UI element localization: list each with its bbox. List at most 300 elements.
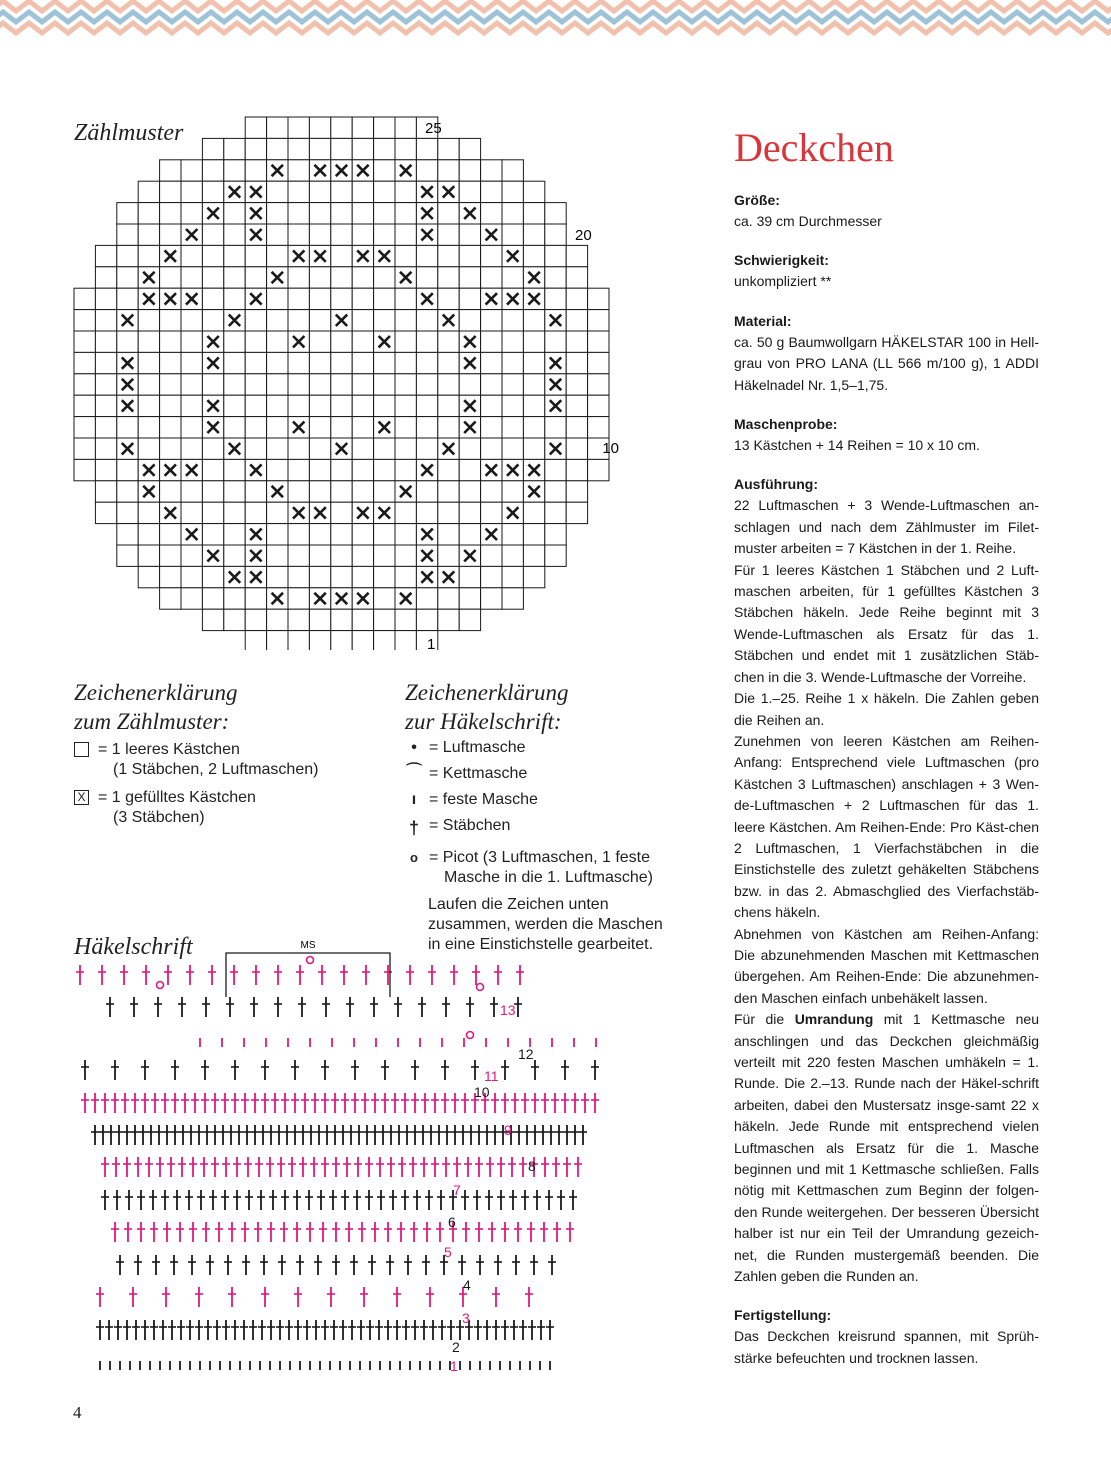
grid-cell xyxy=(481,331,502,352)
grid-cell xyxy=(74,417,95,438)
grid-cell xyxy=(267,331,288,352)
grid-cell xyxy=(502,203,523,224)
grid-cell xyxy=(416,352,437,373)
grid-cell xyxy=(224,245,245,266)
grid-cell xyxy=(309,203,330,224)
grid-cell xyxy=(74,288,95,309)
grid-cell xyxy=(416,310,437,331)
grid-cell xyxy=(309,566,330,587)
grid-cell xyxy=(245,395,266,416)
grid-cell xyxy=(502,374,523,395)
grid-cell xyxy=(202,438,223,459)
grid-cell xyxy=(523,438,544,459)
grid-cell xyxy=(309,288,330,309)
section-heading: Material: xyxy=(734,312,792,329)
section-ausfuehrung xyxy=(734,474,1039,1287)
grid-cell xyxy=(267,566,288,587)
grid-cell xyxy=(117,224,138,245)
grid-cell xyxy=(288,609,309,630)
grid-cell xyxy=(523,566,544,587)
grid-cell xyxy=(160,310,181,331)
grid-cell xyxy=(374,588,395,609)
grid-cell xyxy=(224,481,245,502)
grid-cell xyxy=(331,545,352,566)
picot-mark xyxy=(157,982,164,989)
grid-cell xyxy=(95,395,116,416)
grid-cell xyxy=(138,352,159,373)
legend-note-line-3: in eine Einstichstelle gearbeitet. xyxy=(428,936,654,953)
section-text: ca. 39 cm Durchmesser xyxy=(734,213,882,229)
grid-cell xyxy=(395,224,416,245)
grid-cell xyxy=(523,374,544,395)
grid-cell xyxy=(288,481,309,502)
grid-cell xyxy=(395,138,416,159)
grid-cell xyxy=(117,545,138,566)
round-label: 5 xyxy=(444,1244,452,1260)
grid-cell xyxy=(224,459,245,480)
grid-cell xyxy=(438,524,459,545)
zigzag-line xyxy=(0,1,1111,11)
grid-cell xyxy=(481,502,502,523)
grid-cell xyxy=(566,502,587,523)
grid-cell xyxy=(245,138,266,159)
grid-cell xyxy=(588,374,609,395)
grid-cell xyxy=(202,374,223,395)
grid-cell xyxy=(138,203,159,224)
grid-cell xyxy=(352,459,373,480)
grid-cell xyxy=(502,438,523,459)
grid-cell xyxy=(95,374,116,395)
grid-cell xyxy=(74,395,95,416)
grid-cell xyxy=(374,609,395,630)
grid-cell xyxy=(309,417,330,438)
grid-cell xyxy=(138,181,159,202)
grid-cell xyxy=(416,481,437,502)
grid-cell xyxy=(566,288,587,309)
grid-cell xyxy=(374,138,395,159)
grid-cell xyxy=(181,352,202,373)
ring-icon: o xyxy=(410,850,418,865)
grid-cell xyxy=(374,288,395,309)
grid-cell xyxy=(309,310,330,331)
grid-cell xyxy=(523,395,544,416)
grid-cell xyxy=(374,352,395,373)
grid-cell xyxy=(416,245,437,266)
grid-cell xyxy=(245,331,266,352)
grid-cell xyxy=(352,138,373,159)
grid-cell xyxy=(138,310,159,331)
grid-cell xyxy=(502,395,523,416)
grid-cell xyxy=(138,374,159,395)
ausfuehrung-paragraph: Für 1 leeres Kästchen 1 Stäbchen und 2 Luft-maschen arbeiten, für 1 gefülltes Kästchen 3 Stäbchen häkeln. Jede Reihe beginnt mit 3 Wende-Luftmaschen als Ersatz für das 1. Stäbchen und endet mit 1 zusätzlichen Stäb-chen in die 3. Wende-Luftmasche der Vorreihe. xyxy=(734,561,1039,685)
grid-cell xyxy=(438,395,459,416)
grid-cell xyxy=(374,181,395,202)
grid-cell xyxy=(545,459,566,480)
grid-cell xyxy=(352,417,373,438)
grid-cell xyxy=(523,181,544,202)
grid-cell xyxy=(181,181,202,202)
legend-grid xyxy=(74,678,374,828)
grid-cell xyxy=(523,524,544,545)
grid-cell xyxy=(138,545,159,566)
grid-cell xyxy=(117,203,138,224)
grid-cell xyxy=(288,138,309,159)
grid-cell xyxy=(331,138,352,159)
grid-cell xyxy=(202,502,223,523)
grid-cell xyxy=(331,374,352,395)
section-text: unkompliziert ** xyxy=(734,273,832,290)
grid-cell xyxy=(416,138,437,159)
legend-item-luftmasche xyxy=(405,738,705,764)
grid-cell xyxy=(117,481,138,502)
grid-cell xyxy=(224,374,245,395)
grid-cell xyxy=(74,438,95,459)
grid-cell xyxy=(416,438,437,459)
grid-cell xyxy=(374,203,395,224)
ausfuehrung-paragraph: Zunehmen von leeren Kästchen am Reihen-Anfang: Entsprechend viele Luftmaschen (pro Kästchen 3 Luftmaschen) anschlagen + 3 Wen-de-Luftmaschen + 2 Luftmaschen für das 1. leere Kästchen. Am Reihen-Ende: Pro Käst-chen 2 Luftmaschen, 1 Vierfachstäbchen in die Einstichstelle des zuletzt gehäkelten Stäbchens bzw. in das 2. Abmaschglied des Vierfachstäb-chens häkeln. xyxy=(734,732,1039,921)
dot-icon: • xyxy=(411,739,417,756)
grid-cell xyxy=(395,609,416,630)
grid-cell xyxy=(395,181,416,202)
legend-note-line-1: Laufen die Zeichen unten xyxy=(428,896,609,913)
grid-cell xyxy=(309,331,330,352)
grid-cell xyxy=(374,631,395,650)
grid-cell xyxy=(588,310,609,331)
grid-cell xyxy=(267,117,288,138)
grid-cell xyxy=(331,609,352,630)
grid-cell xyxy=(288,395,309,416)
grid-cell xyxy=(438,224,459,245)
grid-cell xyxy=(160,524,181,545)
grid-cell xyxy=(523,331,544,352)
grid-cell xyxy=(331,181,352,202)
grid-cell xyxy=(224,224,245,245)
grid-cell xyxy=(267,438,288,459)
grid-cell xyxy=(95,245,116,266)
round-label: 1 xyxy=(450,1358,458,1374)
grid-cell xyxy=(438,609,459,630)
grid-cell xyxy=(117,245,138,266)
grid-cell xyxy=(224,588,245,609)
grid-cell xyxy=(395,374,416,395)
grid-cell xyxy=(352,481,373,502)
crochet-chart xyxy=(60,935,620,1385)
grid-cell xyxy=(160,417,181,438)
grid-cell xyxy=(117,267,138,288)
grid-cell xyxy=(202,588,223,609)
grid-cell xyxy=(95,288,116,309)
round-label: 12 xyxy=(518,1046,534,1062)
grid-cell xyxy=(95,310,116,331)
grid-cell xyxy=(117,288,138,309)
grid-cell xyxy=(138,566,159,587)
grid-cell xyxy=(395,566,416,587)
grid-cell xyxy=(160,566,181,587)
grid-cell xyxy=(438,331,459,352)
grid-cell xyxy=(331,203,352,224)
round-label: 4 xyxy=(463,1277,471,1293)
grid-cell xyxy=(288,288,309,309)
grid-cell xyxy=(352,524,373,545)
grid-cell xyxy=(267,631,288,650)
grid-cell xyxy=(416,395,437,416)
grid-cell xyxy=(438,267,459,288)
grid-cell xyxy=(202,609,223,630)
grid-cell xyxy=(309,438,330,459)
grid-cell xyxy=(309,631,330,650)
grid-cell xyxy=(545,481,566,502)
legend-text-feste-masche: = feste Masche xyxy=(429,791,538,808)
grid-cell xyxy=(288,160,309,181)
grid-cell xyxy=(181,245,202,266)
grid-cell xyxy=(395,502,416,523)
grid-cell xyxy=(74,310,95,331)
grid-cell xyxy=(267,181,288,202)
grid-cell xyxy=(288,267,309,288)
arc-icon: ⌒ xyxy=(405,763,422,780)
grid-cell xyxy=(288,117,309,138)
grid-cell xyxy=(374,117,395,138)
grid-cell xyxy=(459,481,480,502)
section-heading: Ausführung: xyxy=(734,476,818,493)
grid-cell xyxy=(202,267,223,288)
grid-cell xyxy=(459,566,480,587)
grid-cell xyxy=(288,374,309,395)
grid-cell xyxy=(117,524,138,545)
legend-chart xyxy=(405,678,705,888)
grid-cell xyxy=(267,417,288,438)
grid-cell xyxy=(267,395,288,416)
instructions-column xyxy=(734,120,1039,1387)
grid-cell xyxy=(374,224,395,245)
grid-cell xyxy=(395,245,416,266)
grid-cell xyxy=(309,181,330,202)
grid-cell xyxy=(459,502,480,523)
grid-cell xyxy=(309,545,330,566)
grid-cell xyxy=(481,545,502,566)
grid-cell xyxy=(523,502,544,523)
grid-cell xyxy=(202,160,223,181)
grid-cell xyxy=(288,310,309,331)
grid-cell xyxy=(481,181,502,202)
grid-cell xyxy=(545,245,566,266)
round-label: 3 xyxy=(462,1310,470,1326)
section-heading: Fertigstellung: xyxy=(734,1307,832,1324)
grid-cell xyxy=(459,267,480,288)
filled-box-icon: X xyxy=(74,790,89,805)
grid-cell xyxy=(288,524,309,545)
grid-cell xyxy=(288,459,309,480)
grid-cell xyxy=(502,310,523,331)
grid-cell xyxy=(267,374,288,395)
grid-cell xyxy=(138,417,159,438)
grid-cell xyxy=(459,181,480,202)
grid-cell xyxy=(523,417,544,438)
grid-cell xyxy=(95,331,116,352)
grid-cell xyxy=(331,245,352,266)
grid-cell xyxy=(267,545,288,566)
grid-cell xyxy=(117,331,138,352)
grid-cell xyxy=(202,181,223,202)
grid-cell xyxy=(352,545,373,566)
grid-cell xyxy=(438,588,459,609)
ausfuehrung-paragraph: 22 Luftmaschen + 3 Wende-Luftmaschen an-schlagen und nach dem Zählmuster im Filet-muster arbeiten = 7 Kästchen in der 1. Reihe. xyxy=(734,497,1039,557)
grid-cell xyxy=(202,310,223,331)
grid-cell xyxy=(160,545,181,566)
grid-cell xyxy=(566,352,587,373)
bar-icon: ı xyxy=(411,791,417,808)
grid-cell xyxy=(331,481,352,502)
grid-cell xyxy=(245,310,266,331)
zigzag-border xyxy=(0,0,1111,40)
grid-cell xyxy=(523,352,544,373)
grid-cell xyxy=(502,417,523,438)
grid-cell xyxy=(459,288,480,309)
grid-cell xyxy=(267,310,288,331)
grid-cell xyxy=(309,524,330,545)
grid-cell xyxy=(160,224,181,245)
grid-cell xyxy=(74,331,95,352)
legend-item-picot xyxy=(405,848,705,888)
legend-empty-line-2: (1 Stäbchen, 2 Luftmaschen) xyxy=(113,761,319,778)
grid-cell xyxy=(288,545,309,566)
legend-item-staebchen xyxy=(405,816,705,848)
grid-cell xyxy=(352,566,373,587)
grid-cell xyxy=(288,566,309,587)
legend-grid-title-1: Zeichenerklärung xyxy=(74,680,238,705)
legend-filled-line-1: = 1 gefülltes Kästchen xyxy=(98,789,256,806)
grid-cell xyxy=(395,459,416,480)
grid-cell xyxy=(566,459,587,480)
grid-cell xyxy=(416,588,437,609)
grid-cell xyxy=(202,459,223,480)
grid-cell xyxy=(566,331,587,352)
grid-cell xyxy=(588,417,609,438)
ms-label: MS xyxy=(300,940,316,951)
grid-cell xyxy=(588,395,609,416)
grid-cell xyxy=(267,288,288,309)
grid-cell xyxy=(309,224,330,245)
picot-mark xyxy=(477,984,484,991)
grid-cell xyxy=(288,631,309,650)
grid-cell xyxy=(502,588,523,609)
grid-cell xyxy=(374,524,395,545)
section-fertigstellung xyxy=(734,1305,1039,1369)
grid-cell xyxy=(502,331,523,352)
grid-cell xyxy=(545,524,566,545)
grid-cell xyxy=(160,352,181,373)
grid-cell xyxy=(502,181,523,202)
grid-cell xyxy=(181,267,202,288)
grid-cell xyxy=(438,138,459,159)
grid-cell xyxy=(481,395,502,416)
grid-cell xyxy=(545,267,566,288)
grid-cell xyxy=(224,160,245,181)
grid-cell xyxy=(523,245,544,266)
grid-cell xyxy=(374,545,395,566)
round-label: 2 xyxy=(452,1339,460,1355)
grid-cell xyxy=(438,203,459,224)
grid-cell xyxy=(566,245,587,266)
grid-cell xyxy=(459,160,480,181)
grid-cell xyxy=(267,138,288,159)
umrandung-bold: Umrandung xyxy=(794,1011,874,1028)
grid-label-25: 25 xyxy=(425,120,442,137)
grid-cell xyxy=(416,267,437,288)
grid-cell xyxy=(331,395,352,416)
picot-mark xyxy=(467,1032,474,1039)
grid-cell xyxy=(502,524,523,545)
grid-cell xyxy=(331,502,352,523)
grid-cell xyxy=(481,352,502,373)
grid-cell xyxy=(374,438,395,459)
grid-cell xyxy=(545,203,566,224)
grid-cell xyxy=(352,438,373,459)
grid-cell xyxy=(438,481,459,502)
legend-empty-line-1: = 1 leeres Kästchen xyxy=(98,741,240,758)
round-label: 8 xyxy=(528,1158,536,1174)
grid-cell xyxy=(74,459,95,480)
grid-cell xyxy=(245,160,266,181)
section-material xyxy=(734,311,1039,396)
grid-cell xyxy=(267,609,288,630)
grid-cell xyxy=(352,181,373,202)
grid-cell xyxy=(288,224,309,245)
grid-cell xyxy=(438,374,459,395)
section-heading: Größe: xyxy=(734,192,780,208)
grid-cell xyxy=(267,352,288,373)
grid-cell xyxy=(160,160,181,181)
round-label: 6 xyxy=(448,1214,456,1230)
grid-cell xyxy=(288,203,309,224)
grid-cell xyxy=(523,203,544,224)
grid-cell xyxy=(309,117,330,138)
grid-cell xyxy=(331,352,352,373)
grid-cell xyxy=(331,288,352,309)
grid-cell xyxy=(331,524,352,545)
grid-cell xyxy=(481,160,502,181)
grid-cell xyxy=(181,417,202,438)
grid-cell xyxy=(481,566,502,587)
grid-cell xyxy=(395,395,416,416)
grid-cell xyxy=(331,459,352,480)
grid-cell xyxy=(245,502,266,523)
grid-cell xyxy=(395,117,416,138)
grid-cell xyxy=(374,310,395,331)
grid-cell xyxy=(566,417,587,438)
legend-text-picot-2: Masche in die 1. Luftmasche) xyxy=(444,869,653,886)
grid-cell xyxy=(588,288,609,309)
grid-cell xyxy=(459,224,480,245)
grid-cell xyxy=(309,138,330,159)
grid-cell xyxy=(331,566,352,587)
section-heading: Schwierigkeit: xyxy=(734,252,829,269)
grid-cell xyxy=(331,331,352,352)
grid-cell xyxy=(160,331,181,352)
grid-cell xyxy=(352,267,373,288)
grid-cell xyxy=(309,374,330,395)
grid-cell xyxy=(566,438,587,459)
grid-cell xyxy=(309,481,330,502)
grid-cell xyxy=(545,288,566,309)
grid-cell xyxy=(588,352,609,373)
grid-cell xyxy=(267,459,288,480)
grid-cell xyxy=(224,417,245,438)
grid-cell xyxy=(352,117,373,138)
grid-cell xyxy=(416,502,437,523)
grid-cell xyxy=(138,395,159,416)
grid-cell xyxy=(95,417,116,438)
